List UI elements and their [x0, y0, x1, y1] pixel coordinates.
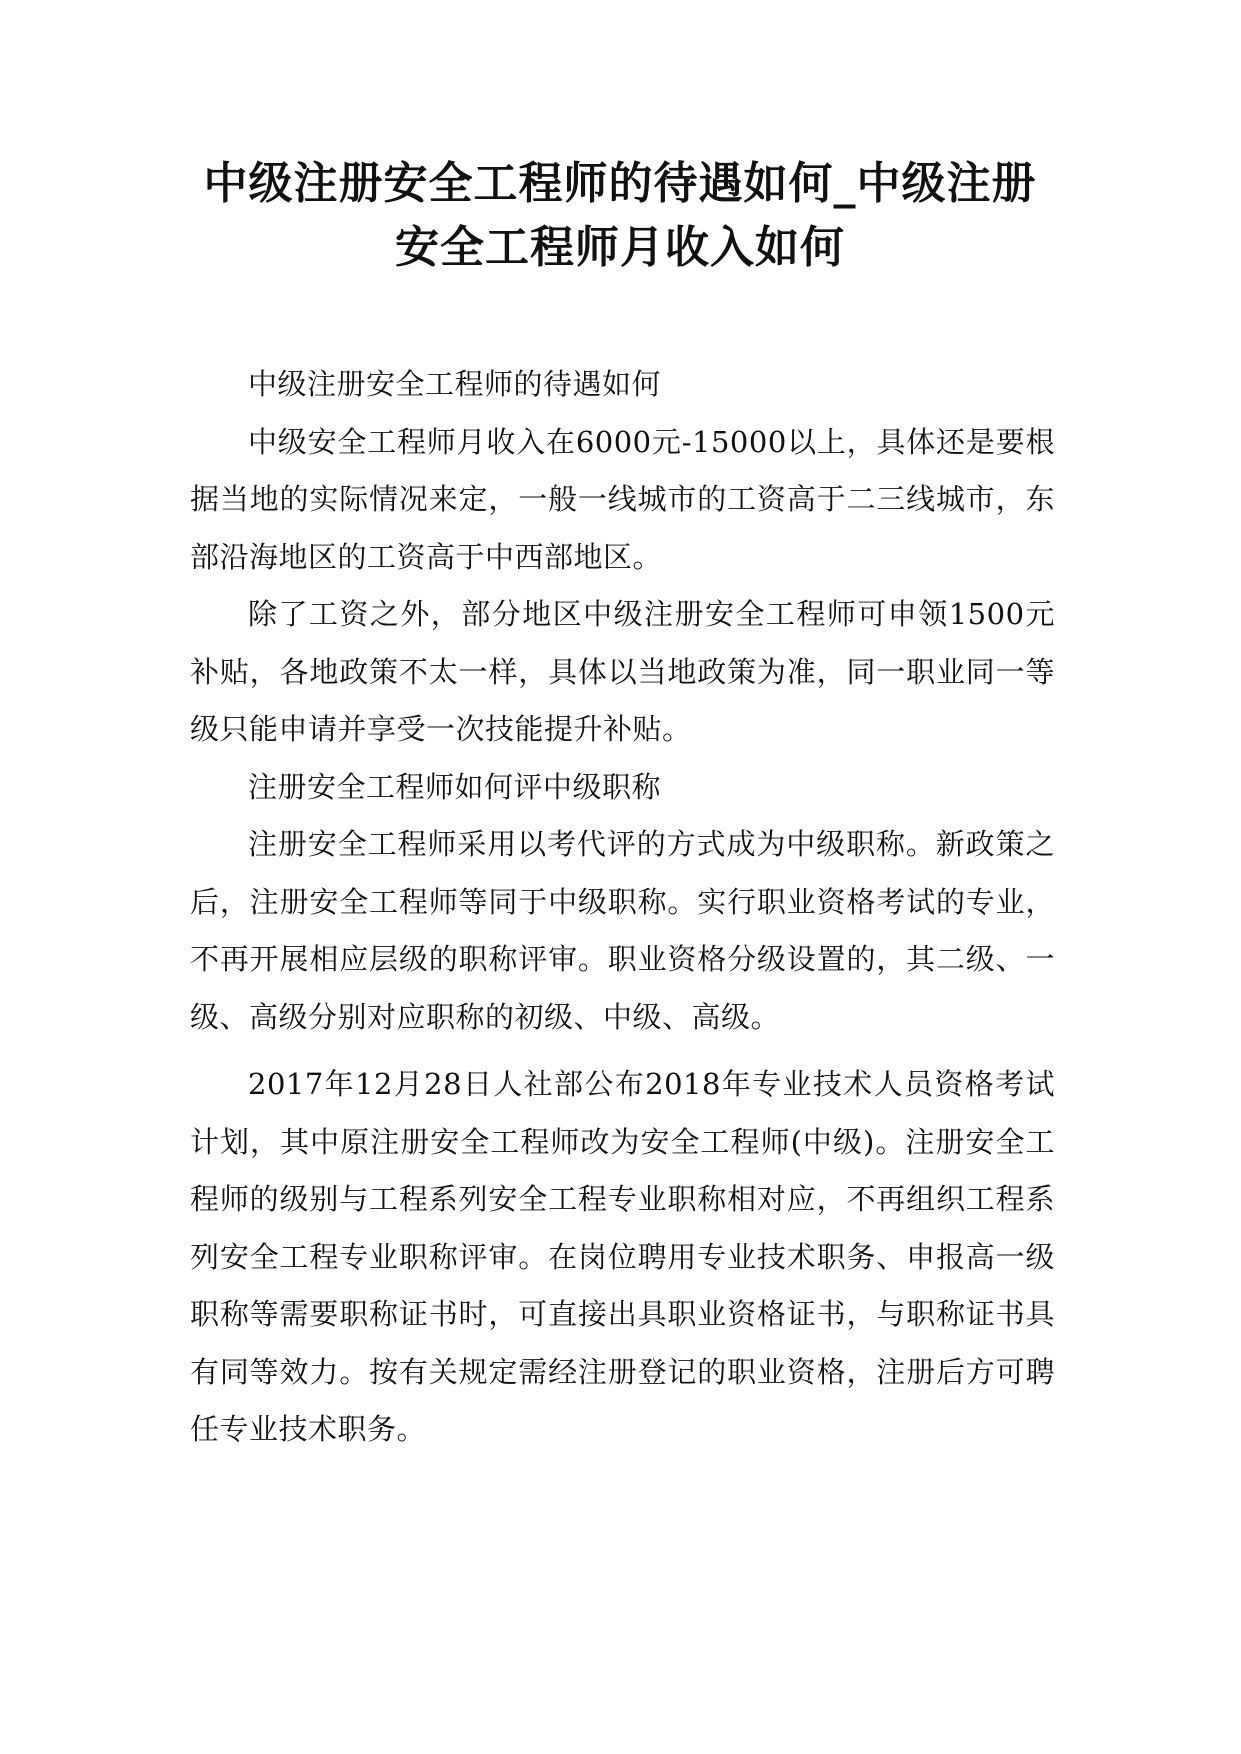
paragraph-monthly-income: 中级安全工程师月收入在6000元-15000以上，具体还是要根据当地的实际情况来定，一般一线城市的工资高于二三线城市，东部沿海地区的工资高于中西部地区。 — [190, 424, 1055, 574]
document-body — [190, 356, 1055, 1459]
paragraph-subsidy: 除了工资之外，部分地区中级注册安全工程师可申领1500元补贴，各地政策不太一样，具体以当地政策为准，同一职业同一等级只能申请并享受一次技能提升补贴。 — [190, 597, 1055, 746]
title-line-1: 中级注册安全工程师的待遇如何_中级注册 — [203, 158, 1037, 209]
title-line-2: 安全工程师月收入如何 — [395, 222, 845, 273]
paragraph-2018-exam-plan: 2017年12月28日人社部公布2018年专业技术人员资格考试计划，其中原注册安全工程师改为安全工程师(中级)。注册安全工程师的级别与工程系列安全工程专业职称相对应，不再组织工程系列安全工程专业职称评审。在岗位聘用专业技术职务、申报高一级职称等需要职称证书时，可直接出具职业资格证书，与职称证书具有同等效力。按有关规定需经注册登记的职业资格，注册后方可聘任专业技术职务。 — [190, 1067, 1055, 1446]
document-title — [150, 152, 1090, 280]
section-heading-title-evaluation: 注册安全工程师如何评中级职称 — [248, 769, 662, 804]
paragraph-exam-based-evaluation: 注册安全工程师采用以考代评的方式成为中级职称。新政策之后，注册安全工程师等同于中级职称。实行职业资格考试的专业，不再开展相应层级的职称评审。职业资格分级设置的，其二级、一级、高级分别对应职称的初级、中级、高级。 — [190, 827, 1055, 1034]
section-heading-salary: 中级注册安全工程师的待遇如何 — [248, 367, 662, 401]
